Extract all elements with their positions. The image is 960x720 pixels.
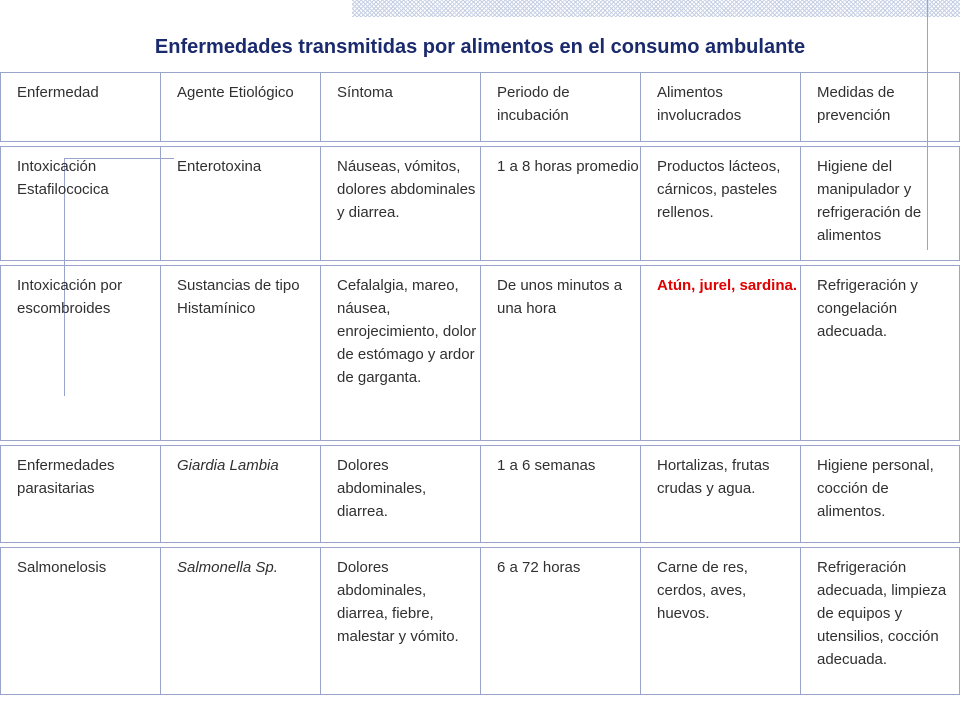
cell-prevencion: Refrigeración adecuada, limpieza de equipos y utensilios, cocción adecuada. — [817, 559, 947, 668]
cell-alimentos: Hortalizas, frutas crudas y agua. — [641, 446, 801, 542]
cell-sintoma: Dolores abdominales, diarrea, fiebre, malestar y vómito. — [321, 548, 481, 694]
cell-enfermedad: Enfermedades parasitarias — [1, 446, 161, 542]
cell-alimentos-highlighted: Atún, jurel, sardina. — [641, 266, 801, 440]
table-row — [0, 146, 960, 261]
cell-agente: Sustancias de tipo Histamínico — [161, 266, 321, 440]
page-title: Enfermedades transmitidas por alimentos en el consumo ambulante — [154, 36, 806, 58]
cell-sintoma: Náuseas, vómitos, dolores abdominales y diarrea. — [321, 147, 481, 260]
table-row — [0, 445, 960, 543]
cell-periodo: 6 a 72 horas — [481, 548, 641, 694]
table-row — [0, 547, 960, 695]
cell-prevencion: Higiene del manipulador y refrigeración de alimentos — [817, 158, 922, 244]
cell-enfermedad: Intoxicación por escombroides — [1, 266, 161, 440]
cell-sintoma: Dolores abdominales, diarrea. — [321, 446, 481, 542]
cell-periodo: De unos minutos a una hora — [481, 266, 641, 440]
disease-table — [0, 72, 960, 720]
cell-periodo: 1 a 8 horas promedio — [481, 147, 641, 260]
cell-agente: Giardia Lambia — [161, 446, 321, 542]
cell-alimentos: Productos lácteos, cárnicos, pasteles rellenos. — [641, 147, 801, 260]
table-row — [0, 265, 960, 441]
table-header-row — [0, 72, 960, 142]
header-agente: Agente Etiológico — [161, 73, 321, 141]
cell-prevencion: Higiene personal, cocción de alimentos. — [817, 457, 934, 520]
header-alimentos: Alimentos involucrados — [641, 73, 801, 141]
cell-enfermedad: Intoxicación Estafilococica — [1, 147, 161, 260]
cell-agente: Enterotoxina — [161, 147, 321, 260]
header-sintoma: Síntoma — [321, 73, 481, 141]
cell-periodo: 1 a 6 semanas — [481, 446, 641, 542]
header-periodo: Periodo de incubación — [481, 73, 641, 141]
cell-prevencion: Refrigeración y congelación adecuada. — [817, 277, 918, 340]
corner-pattern-decoration — [352, 0, 960, 17]
cell-enfermedad: Salmonelosis — [1, 548, 161, 694]
cell-agente: Salmonella Sp. — [161, 548, 321, 694]
header-prevencion: Medidas de prevención — [817, 84, 895, 124]
cell-alimentos: Carne de res, cerdos, aves, huevos. — [641, 548, 801, 694]
header-enfermedad: Enfermedad — [1, 73, 161, 141]
cell-sintoma: Cefalalgia, mareo, náusea, enrojecimiento, dolor de estómago y ardor de garganta. — [321, 266, 481, 440]
